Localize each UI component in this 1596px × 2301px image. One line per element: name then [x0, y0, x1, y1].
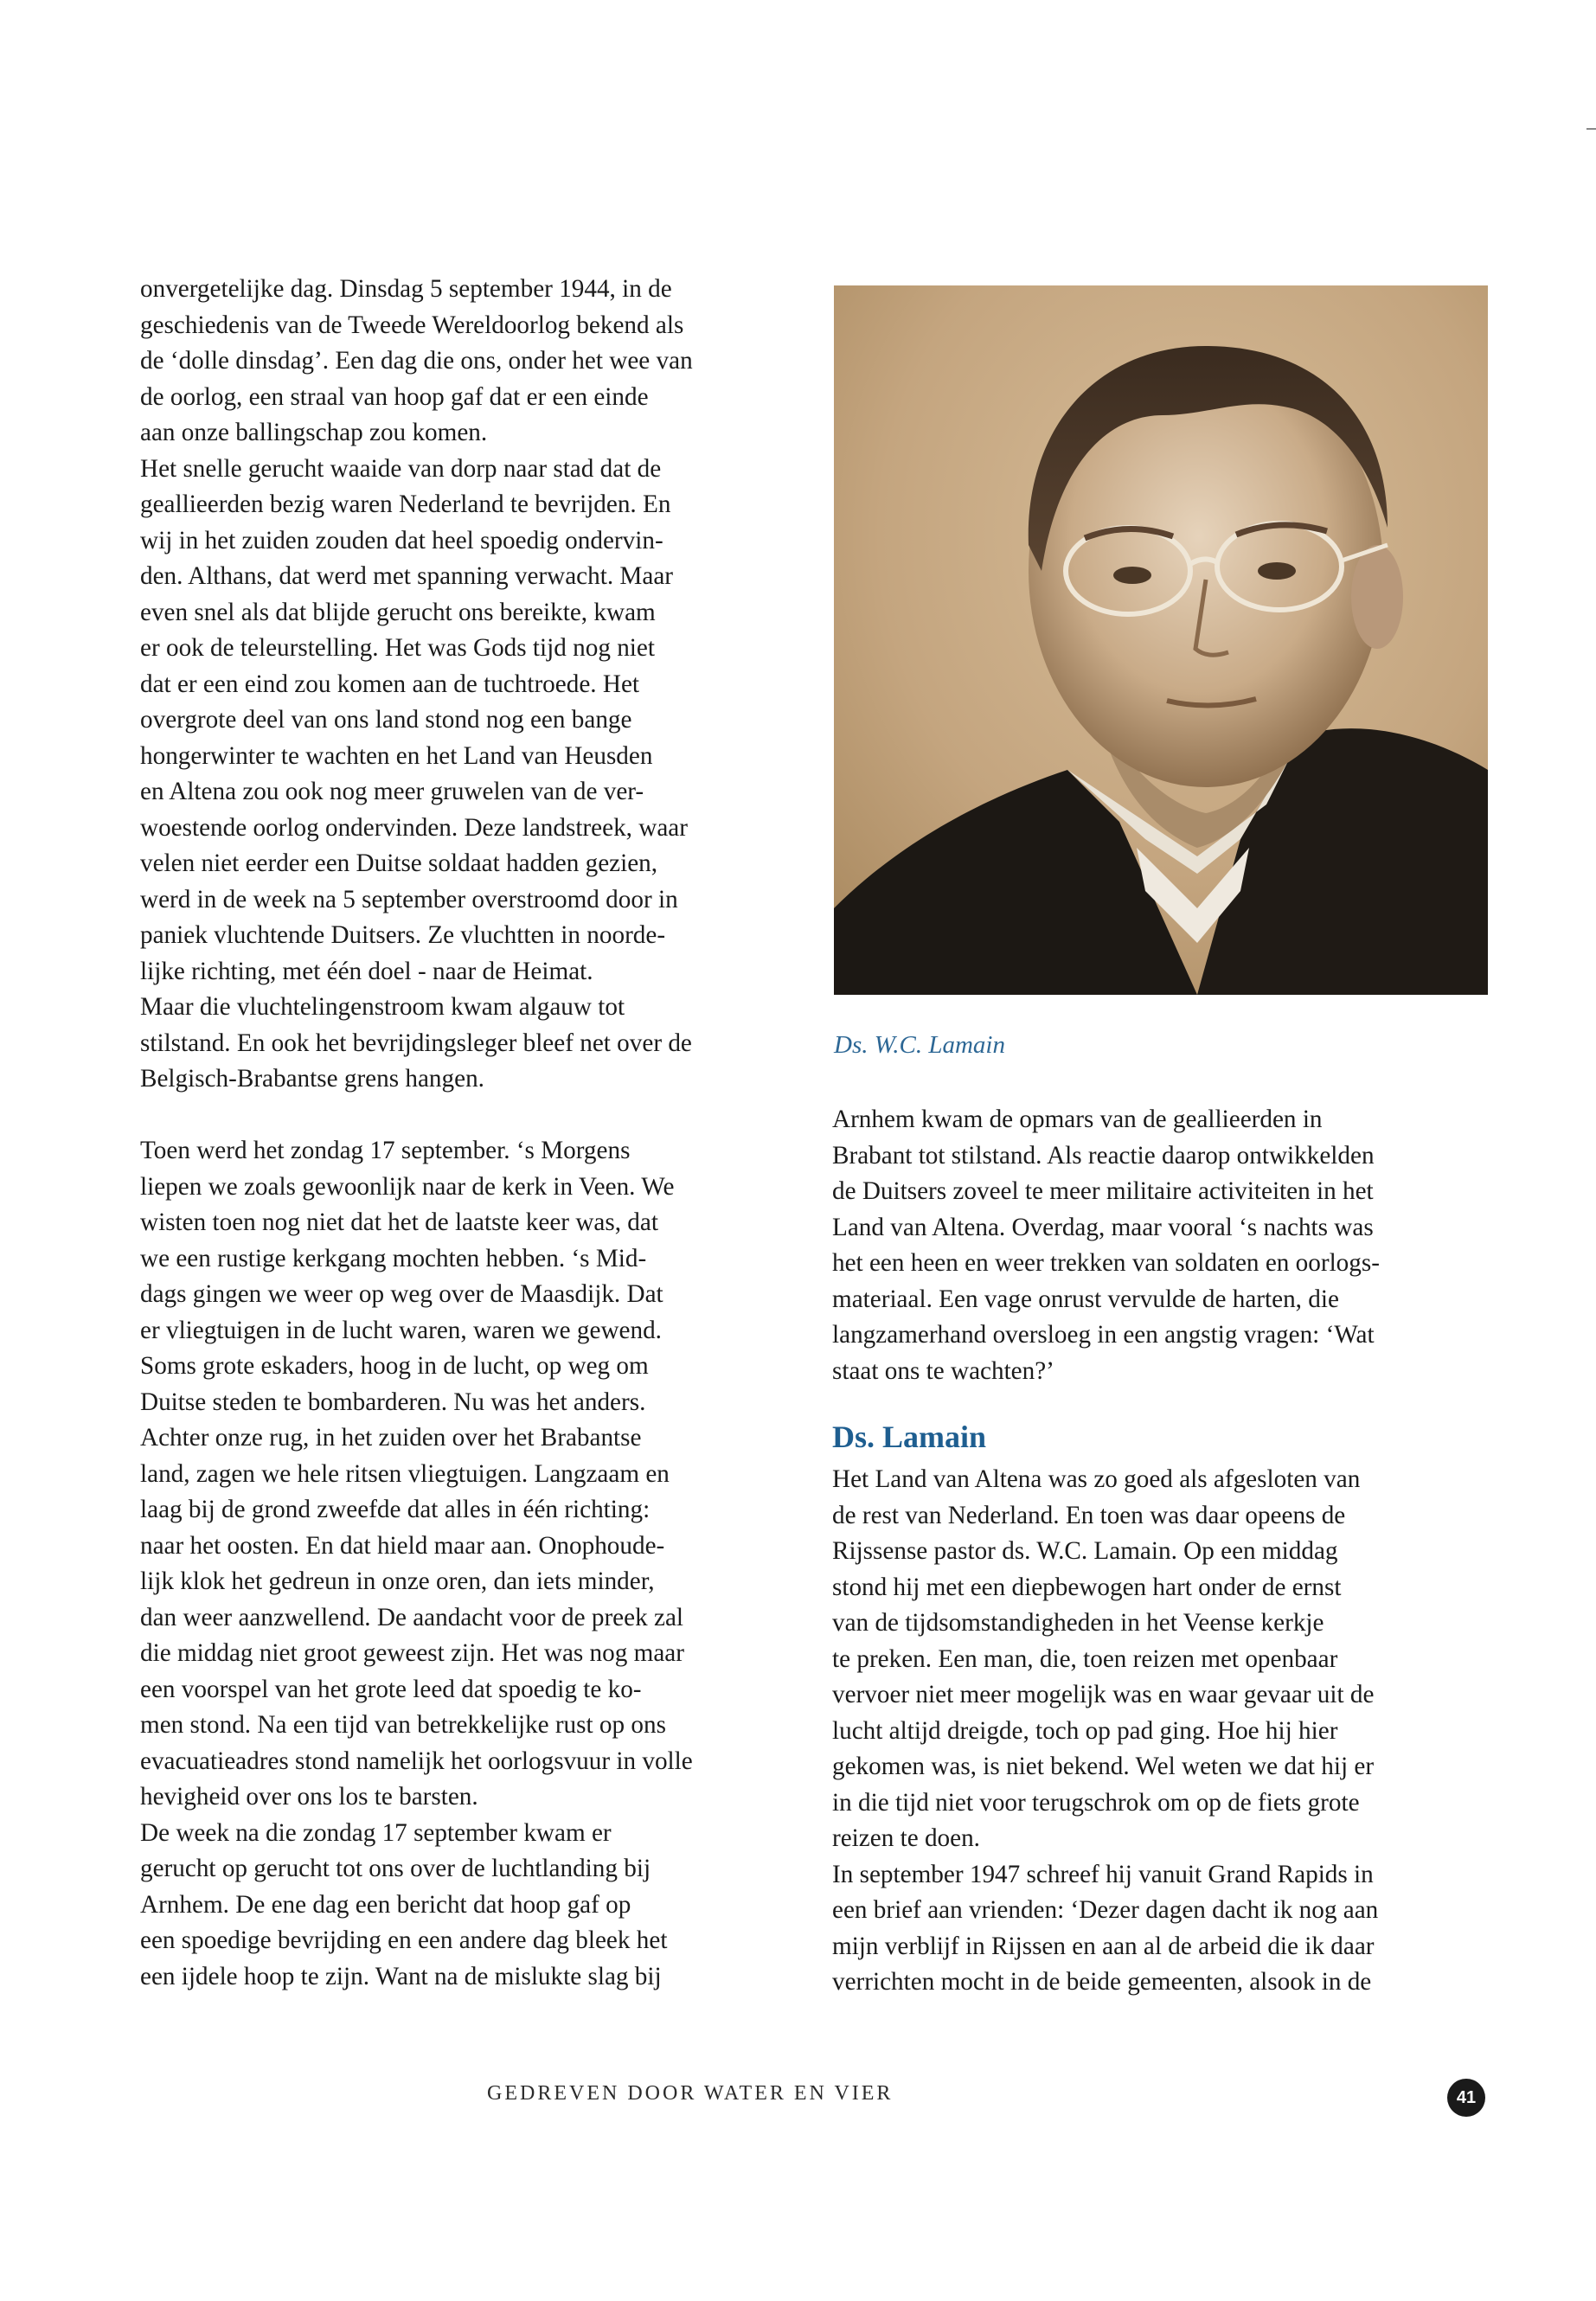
text-line: de ‘dolle dinsdag’. Een dag die ons, onder het wee van — [140, 347, 693, 375]
text-line: stilstand. En ook het bevrijdingsleger bleef net over de — [140, 1029, 692, 1057]
text-line: gekomen was, is niet bekend. Wel weten we dat hij er — [832, 1753, 1375, 1780]
text-line: te preken. Een man, die, toen reizen met openbaar — [832, 1644, 1338, 1673]
left-paragraph-2 — [140, 452, 806, 990]
text-line: die middag niet groot geweest zijn. Het was nog maar — [140, 1639, 684, 1667]
text-line: van de tijdsomstandigheden in het Veense kerkje — [832, 1609, 1324, 1637]
text-line: Soms grote eskaders, hoog in de lucht, op weg om — [140, 1352, 649, 1380]
text-line: reizen te doen. — [832, 1824, 980, 1852]
section-heading: Ds. Lamain — [832, 1420, 987, 1454]
text-line: De week na die zondag 17 september kwam er — [140, 1818, 612, 1847]
text-line: er vliegtuigen in de lucht waren, waren we gewend. — [140, 1316, 662, 1344]
text-line: wisten toen nog niet dat het de laatste keer was, dat — [140, 1208, 658, 1236]
text-line: velen niet eerder een Duitse soldaat hadden gezien, — [140, 849, 658, 877]
right-paragraph-1 — [832, 1102, 1490, 1389]
text-line: Maar die vluchtelingenstroom kwam algauw tot — [140, 993, 625, 1021]
text-line: land, zagen we hele ritsen vliegtuigen. Langzaam en — [140, 1459, 670, 1488]
text-line: den. Althans, dat werd met spanning verwacht. Maar — [140, 562, 674, 590]
left-paragraph-3 — [140, 990, 806, 1098]
text-line: naar het oosten. En dat hield maar aan. Onophoude- — [140, 1531, 665, 1560]
right-paragraph-3 — [832, 1857, 1490, 2001]
text-line: de Duitsers zoveel te meer militaire activiteiten in het — [832, 1177, 1374, 1205]
text-line: Het Land van Altena was zo goed als afgesloten van — [832, 1465, 1361, 1493]
text-line: even snel als dat blijde gerucht ons bereikte, kwam — [140, 598, 656, 626]
text-line: een spoedige bevrijding en een andere dag bleek het — [140, 1926, 668, 1954]
text-line: geschiedenis van de Tweede Wereldoorlog bekend als — [140, 311, 684, 339]
text-line: de rest van Nederland. En toen was daar opeens de — [832, 1501, 1346, 1529]
text-line: staat ons te wachten?’ — [832, 1356, 1054, 1385]
left-paragraph-4 — [140, 1133, 806, 1816]
text-line: lucht altijd dreigde, toch op pad ging. Hoe hij hier — [832, 1716, 1338, 1745]
text-line: hevigheid over ons los te barsten. — [140, 1783, 478, 1811]
text-line: dat er een eind zou komen aan de tuchtroede. Het — [140, 670, 640, 698]
text-line: en Altena zou ook nog meer gruwelen van de ver- — [140, 778, 644, 805]
text-line: In september 1947 schreef hij vanuit Grand Rapids in — [832, 1860, 1374, 1888]
text-line: de oorlog, een straal van hoop gaf dat er een einde — [140, 382, 649, 411]
text-line: Toen werd het zondag 17 september. ‘s Morgens — [140, 1137, 631, 1164]
text-line: hongerwinter te wachten en het Land van Heusden — [140, 741, 653, 770]
text-line: lijk klok het gedreun in onze oren, dan iets minder, — [140, 1567, 655, 1595]
text-line: Brabant tot stilstand. Als reactie daarop ontwikkelden — [832, 1141, 1375, 1170]
text-line: een ijdele hoop te zijn. Want na de mislukte slag bij — [140, 1962, 662, 1990]
text-line: dan weer aanzwellend. De aandacht voor de preek zal — [140, 1603, 684, 1631]
portrait-photo — [834, 285, 1488, 995]
left-column — [140, 272, 806, 1995]
left-paragraph-1 — [140, 272, 806, 452]
right-paragraph-2 — [832, 1462, 1490, 1857]
text-line: verrichten mocht in de beide gemeenten, alsook in de — [832, 1968, 1372, 1996]
corner-mark — [1586, 128, 1596, 130]
text-line: een brief aan vrienden: ‘Dezer dagen dacht ik nog aan — [832, 1896, 1379, 1924]
left-paragraph-5 — [140, 1816, 806, 1996]
text-line: in die tijd niet voor terugschrok om op de fiets grote — [832, 1788, 1360, 1817]
text-line: aan onze ballingschap zou komen. — [140, 419, 488, 446]
text-line: we een rustige kerkgang mochten hebben. ‘s Mid- — [140, 1244, 647, 1272]
text-line: lijke richting, met één doel - naar de Heimat. — [140, 957, 593, 985]
text-line: er ook de teleurstelling. Het was Gods tijd nog niet — [140, 634, 655, 662]
text-line: Land van Altena. Overdag, maar vooral ‘s nachts was — [832, 1213, 1374, 1241]
text-line: onvergetelijke dag. Dinsdag 5 september 1944, in de — [140, 275, 672, 303]
text-line: Arnhem. De ene dag een bericht dat hoop gaf op — [140, 1890, 631, 1919]
text-line: paniek vluchtende Duitsers. Ze vluchtten in noorde- — [140, 921, 666, 949]
text-line: langzamerhand oversloeg in een angstig vragen: ‘Wat — [832, 1321, 1375, 1349]
page-number-badge: 41 — [1447, 2079, 1485, 2117]
paragraph-spacer — [140, 1098, 806, 1134]
right-column-top — [832, 1102, 1490, 1389]
text-line: vervoer niet meer mogelijk was en waar gevaar uit de — [832, 1681, 1375, 1708]
text-line: een voorspel van het grote leed dat spoedig te ko- — [140, 1675, 642, 1703]
text-line: evacuatieadres stond namelijk het oorlogsvuur in volle — [140, 1747, 693, 1775]
text-line: Achter onze rug, in het zuiden over het Brabantse — [140, 1424, 642, 1452]
text-line: woestende oorlog ondervinden. Deze landstreek, waar — [140, 813, 688, 842]
photo-caption: Ds. W.C. Lamain — [834, 1031, 1005, 1059]
text-line: overgrote deel van ons land stond nog een bange — [140, 706, 632, 734]
text-line: laag bij de grond zweefde dat alles in één richting: — [140, 1496, 651, 1523]
text-line: men stond. Na een tijd van betrekkelijke rust op ons — [140, 1711, 666, 1739]
text-line: Rijssense pastor ds. W.C. Lamain. Op een middag — [832, 1537, 1338, 1565]
portrait-illustration — [834, 285, 1488, 995]
text-line: gerucht op gerucht tot ons over de luchtlanding bij — [140, 1855, 651, 1882]
text-line: mijn verblijf in Rijssen en aan al de arbeid die ik daar — [832, 1932, 1375, 1960]
running-footer-title: GEDREVEN DOOR WATER EN VIER — [487, 2082, 894, 2105]
text-line: Duitse steden te bombarderen. Nu was het anders. — [140, 1388, 646, 1416]
text-line: liepen we zoals gewoonlijk naar de kerk in Veen. We — [140, 1172, 675, 1201]
text-line: Het snelle gerucht waaide van dorp naar stad dat de — [140, 454, 662, 483]
text-line: werd in de week na 5 september overstroomd door in — [140, 885, 678, 913]
text-line: materiaal. Een vage onrust vervulde de harten, die — [832, 1285, 1339, 1313]
text-line: dags gingen we weer op weg over de Maasdijk. Dat — [140, 1280, 663, 1308]
text-line: geallieerden bezig waren Nederland te bevrijden. En — [140, 490, 671, 518]
text-line: stond hij met een diepbewogen hart onder de ernst — [832, 1573, 1342, 1601]
text-line: Belgisch-Brabantse grens hangen. — [140, 1065, 484, 1093]
right-column-bottom — [832, 1462, 1490, 2001]
text-line: wij in het zuiden zouden dat heel spoedig ondervin- — [140, 526, 663, 554]
text-line: Arnhem kwam de opmars van de geallieerden in — [832, 1106, 1323, 1133]
text-line: het een heen en weer trekken van soldaten en oorlogs- — [832, 1249, 1380, 1277]
